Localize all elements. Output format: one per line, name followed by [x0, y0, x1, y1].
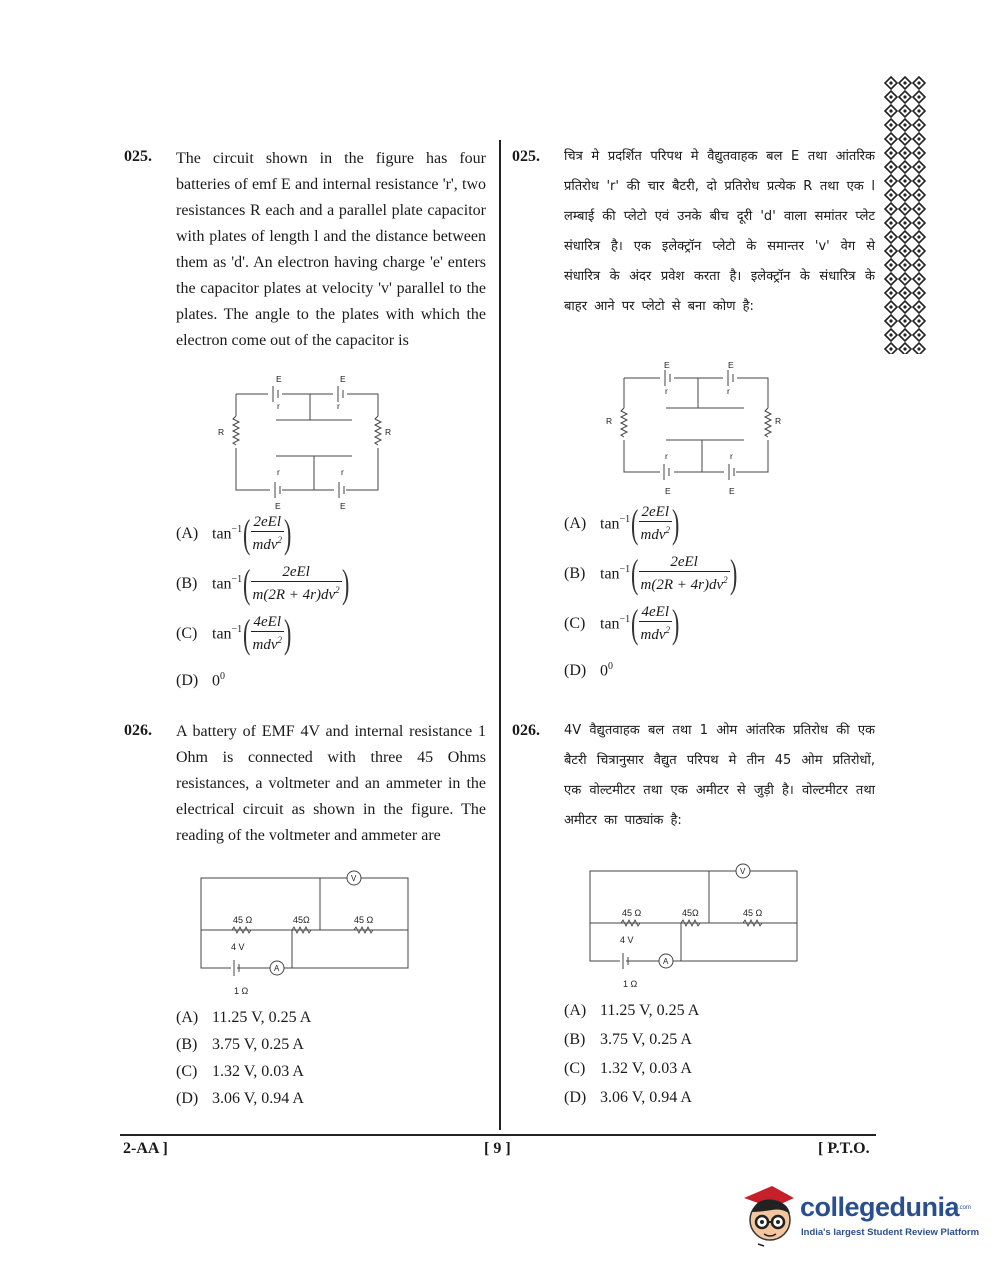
option-b[interactable]: (B) 3.75 V, 0.25 A [564, 1031, 692, 1048]
fraction: $\frac{\text{4eEl}}{mdv^2}$ [640, 604, 671, 643]
voltmeter-ammeter-circuit-diagram [585, 861, 801, 991]
internal-resistance-label: r [730, 451, 733, 461]
capacitor-circuit-diagram [210, 372, 395, 514]
option-b[interactable]: (B) 3.75 V, 0.25 A [176, 1036, 304, 1053]
emf-label: E [340, 501, 346, 511]
question-number: 026. [512, 722, 540, 739]
resistor-label: R [385, 427, 392, 437]
voltmeter-ammeter-circuit-diagram [196, 868, 412, 998]
question-text: A battery of EMF 4V and internal resistance 1 Ohm is connected with three 45 Ohms resistances, a voltmeter and an ammeter in the electrical circuit as shown in the figure. The reading of the voltmeter and ammeter are [176, 723, 486, 844]
pto-label: [ P.T.O. [818, 1140, 870, 1157]
resistor-label: 45 Ω [622, 908, 642, 918]
option-c[interactable]: (C) $\tan^{-1}$ ( $\frac{\text{4eEl}}{mdv^2}$ ) [176, 611, 292, 656]
emf-label: E [275, 501, 281, 511]
option-d[interactable]: (D) $0^0$ [564, 661, 613, 680]
option-a[interactable]: (A) 11.25 V, 0.25 A [564, 1002, 700, 1019]
emf-label: E [728, 362, 734, 370]
option-d[interactable]: (D) 3.06 V, 0.94 A [176, 1090, 304, 1107]
resistor-label: R [606, 416, 613, 426]
internal-resistance-label: r [277, 467, 280, 477]
capacitor-circuit-diagram [598, 362, 783, 504]
question-text-hindi: चित्र मे प्रदर्शित परिपथ मे वैद्युतवाहक बल E तथा आंतरिक प्रतिरोध 'r' की चार बैटरी, दो प्रतिरोध प्रत्येक R तथा एक l लम्बाई की प्लेटो एवं उनके बीच दूरी 'd' वाला समांतर प्लेट संधारित्र है। एक इलेक्ट्रॉन प्लेटो के समान्तर 'v' वेग से संधारित्र के अंदर प्रवेश करता है। इलेक्ट्रॉन के संधारित्र के बाहर आने पर प्लेटो से बना कोण है: [564, 149, 875, 314]
option-a[interactable]: (A) $\tan^{-1}$ ( $\frac{\text{2eEl}}{mdv^2}$ ) [564, 501, 680, 546]
fraction: $\frac{\text{2eEl}}{mdv^2}$ [252, 514, 283, 553]
voltmeter-symbol: V [740, 867, 746, 876]
emf-label: E [276, 374, 282, 384]
question-number: 025. [124, 148, 152, 165]
option-c[interactable]: (C) 1.32 V, 0.03 A [564, 1060, 692, 1077]
fraction: $\frac{\text{2eEl}}{m(2R + 4r)dv^2}$ [252, 564, 340, 603]
internal-resistance-label: r [665, 451, 668, 461]
resistor-label: 45 Ω [743, 908, 763, 918]
emf-label: 4 V [231, 942, 245, 952]
emf-label: E [665, 486, 671, 496]
question-number: 026. [124, 722, 152, 739]
option-c[interactable]: (C) $\tan^{-1}$ ( $\frac{\text{4eEl}}{mdv^2}$ ) [564, 601, 680, 646]
resistor-label: R [218, 427, 225, 437]
booklet-code: 2-AA ] [123, 1140, 168, 1157]
question-text-hindi: 4V वैद्युतवाहक बल तथा 1 ओम आंतरिक प्रतिरोध की एक बैटरी चित्रानुसार वैद्युत परिपथ मे तीन 45 ओम प्रतिरोधों, एक वोल्टमीटर तथा एक अमीटर से जुड़ी है। वोल्टमीटर तथा अमीटर का पाठ्यांक है: [564, 723, 875, 828]
resistor-label: 45 Ω [233, 915, 253, 925]
question-text: The circuit shown in the figure has four batteries of emf E and internal resistance 'r', two resistances R each and a parallel plate capacitor with plates of length l and the distance between them as 'd'. An electron having charge 'e' enters the capacitor plates at velocity 'v' parallel to the plates. The angle to the plates with which the electron come out of the capacitor is [176, 150, 486, 349]
fraction: $\frac{\text{2eEl}}{m(2R + 4r)dv^2}$ [640, 554, 728, 593]
emf-label: 4 V [620, 935, 634, 945]
question-number: 025. [512, 148, 540, 165]
internal-resistance-label: r [277, 401, 280, 411]
ammeter-symbol: A [663, 957, 669, 966]
option-a[interactable]: (A) $\tan^{-1}$ ( $\frac{\text{2eEl}}{mdv^2}$ ) [176, 511, 292, 556]
resistor-label: 45 Ω [354, 915, 374, 925]
option-d[interactable]: (D) 3.06 V, 0.94 A [564, 1089, 692, 1106]
brand-logo-text: collegedunia [800, 1192, 960, 1222]
ammeter-symbol: A [274, 964, 280, 973]
internal-resistance-label: r [337, 401, 340, 411]
resistor-label: 45Ω [293, 915, 310, 925]
option-c[interactable]: (C) 1.32 V, 0.03 A [176, 1063, 304, 1080]
internal-resistance-label: 1 Ω [234, 986, 249, 996]
resistor-label: R [775, 416, 782, 426]
decorative-border-pattern [884, 76, 926, 354]
page-number: [ 9 ] [484, 1140, 511, 1157]
brand-domain: .com [958, 1205, 972, 1211]
option-a[interactable]: (A) 11.25 V, 0.25 A [176, 1009, 312, 1026]
option-b[interactable]: (B) $\tan^{-1}$ ( $\frac{\text{2eEl}}{m(2R + 4r)dv^2}$ ) [176, 561, 349, 606]
emf-label: E [729, 486, 735, 496]
internal-resistance-label: 1 Ω [623, 979, 638, 989]
footer-rule [120, 1134, 876, 1136]
option-d[interactable]: (D) $0^0$ [176, 671, 225, 690]
voltmeter-symbol: V [351, 874, 357, 883]
internal-resistance-label: r [727, 386, 730, 396]
emf-label: E [340, 374, 346, 384]
brand-tagline: India's largest Student Review Platform [801, 1227, 980, 1238]
fraction: $\frac{\text{2eEl}}{mdv^2}$ [640, 504, 671, 543]
column-divider [499, 140, 501, 1130]
emf-label: E [664, 362, 670, 370]
internal-resistance-label: r [341, 467, 344, 477]
fraction: $\frac{\text{4eEl}}{mdv^2}$ [252, 614, 283, 653]
resistor-label: 45Ω [682, 908, 699, 918]
internal-resistance-label: r [665, 386, 668, 396]
option-b[interactable]: (B) $\tan^{-1}$ ( $\frac{\text{2eEl}}{m(2R + 4r)dv^2}$ ) [564, 551, 737, 596]
